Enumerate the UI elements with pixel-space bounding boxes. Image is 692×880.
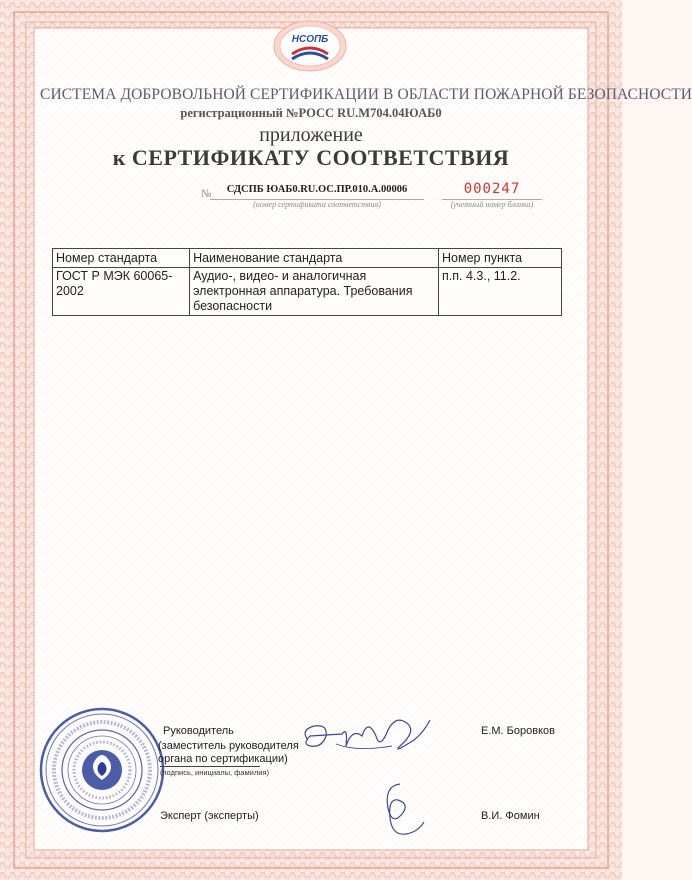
nsopb-logo: [272, 18, 348, 74]
head-role-body: органа по сертификации): [158, 753, 288, 765]
head-role: Руководитель: [163, 725, 234, 737]
cell-clause-number: п.п. 4.3., 11.2.: [439, 268, 562, 316]
cell-standard-number: ГОСТ Р МЭК 60065-2002: [53, 268, 190, 316]
expert-role: Эксперт (эксперты): [160, 810, 259, 822]
expert-name: В.И. Фомин: [481, 810, 540, 822]
organization-title: СИСТЕМА ДОБРОВОЛЬНОЙ СЕРТИФИКАЦИИ В ОБЛАСТИ ПОЖАРНОЙ БЕЗОПАСНОСТИ: [40, 86, 692, 103]
registration-number: регистрационный №РОСС RU.М704.04ЮАБ0: [180, 106, 442, 120]
head-signature: [296, 706, 436, 766]
logo-text: НСОПБ: [291, 34, 329, 45]
head-name: Е.М. Боровков: [481, 725, 555, 737]
signature-caption: (подпись, инициалы, фамилия): [160, 768, 269, 777]
appendix-subtitle: приложение: [259, 124, 363, 146]
certificate-number-caption: (номер сертификата соответствия): [253, 200, 381, 209]
table-header-row: [53, 249, 562, 268]
column-header-standard-number: Номер стандарта: [53, 249, 190, 268]
form-number-caption: (учетный номер бланка): [450, 200, 534, 209]
column-header-standard-name: Наименование стандарта: [190, 249, 439, 268]
expert-signature: [366, 778, 436, 842]
page-title: к СЕРТИФИКАТУ СООТВЕТСТВИЯ: [112, 145, 510, 170]
number-sign: №: [201, 188, 212, 200]
table-row: [53, 268, 562, 316]
form-number: 000247: [463, 181, 521, 197]
cell-standard-name: Аудио-, видео- и аналогичная электронная аппаратура. Требования безопасности: [190, 268, 439, 316]
head-role-deputy: (заместитель руководителя: [158, 740, 299, 752]
standards-table: [52, 248, 562, 316]
column-header-clause-number: Номер пункта: [439, 249, 562, 268]
certification-seal: [38, 706, 166, 834]
signature-line: [160, 766, 260, 767]
certificate-number: СДСПБ ЮАБ0.RU.ОС.ПР.010.А.00006: [226, 184, 408, 195]
